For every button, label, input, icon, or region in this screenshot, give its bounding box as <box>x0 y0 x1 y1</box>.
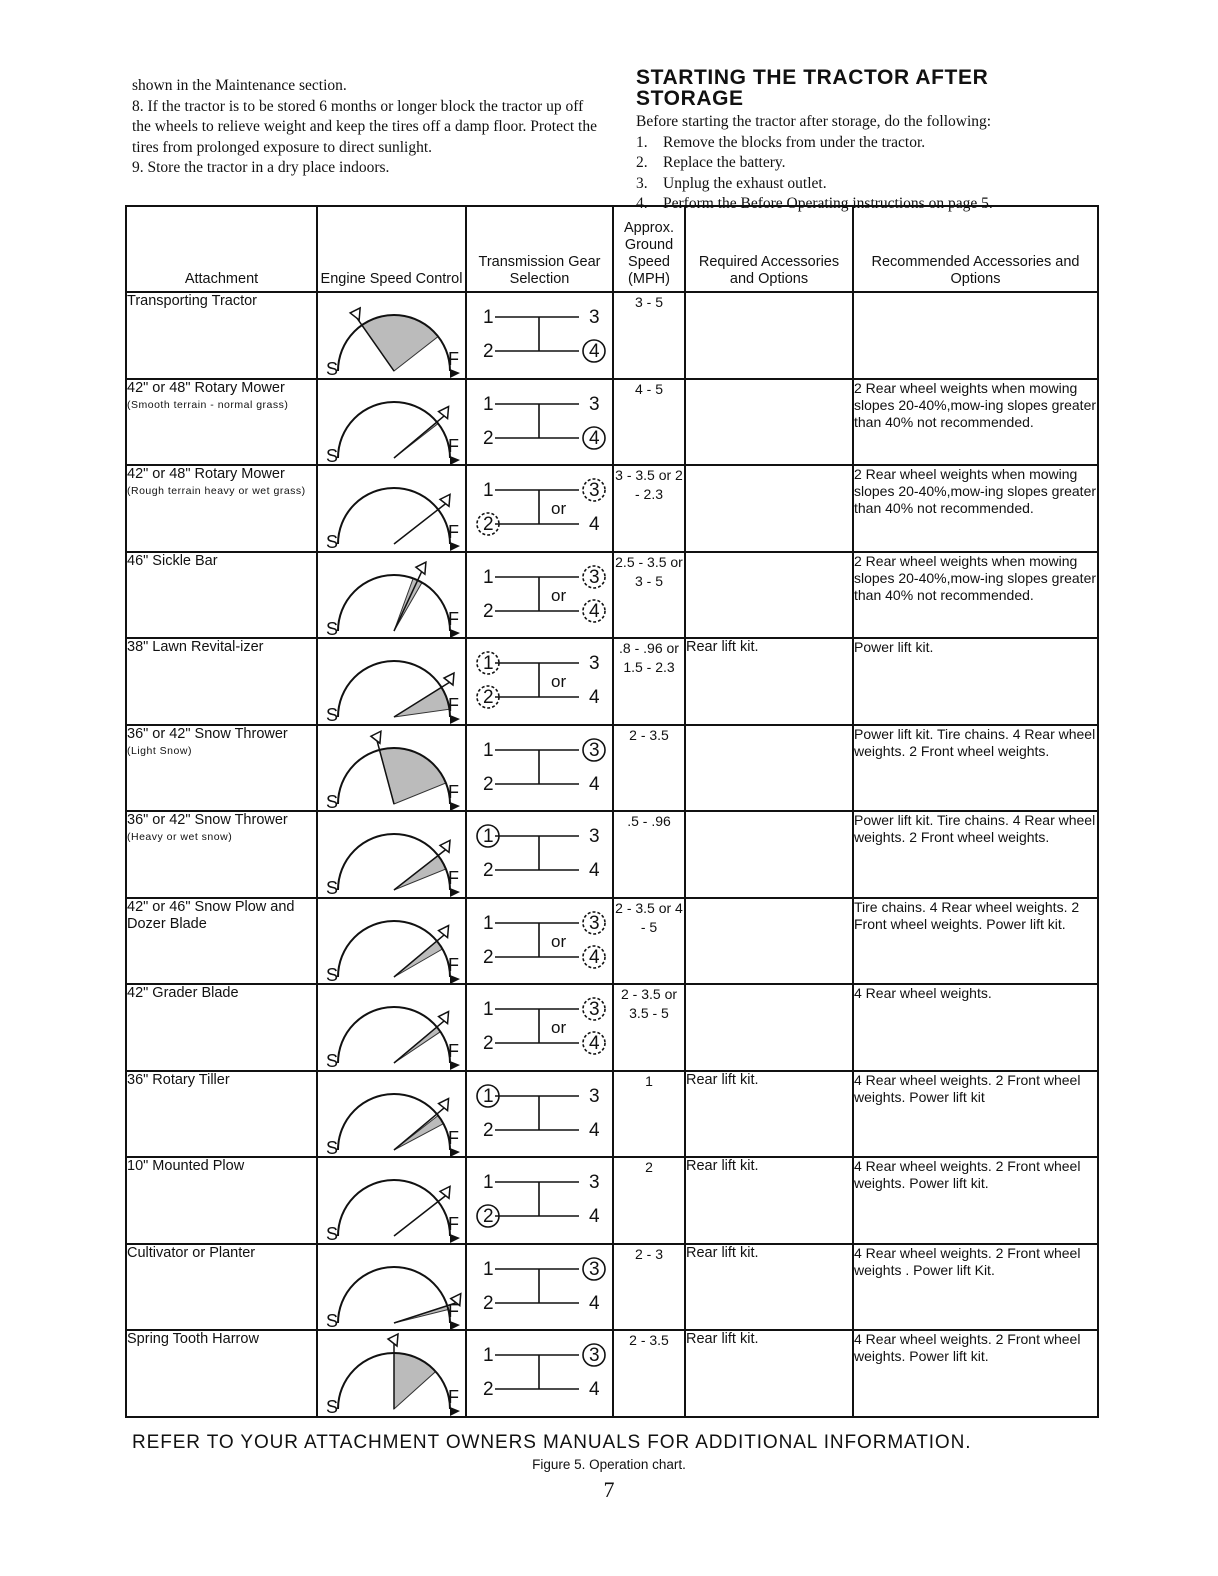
table-row <box>126 811 1098 898</box>
slow-label: S <box>326 791 339 812</box>
or-label: or <box>551 931 567 951</box>
throttle-dial-icon <box>318 1331 466 1417</box>
engine-speed-cell <box>317 465 466 552</box>
steps-list <box>636 133 1096 215</box>
fast-label: F <box>448 1387 459 1407</box>
required-accessories-cell: Rear lift kit. <box>685 1330 853 1417</box>
gear-shift-pattern-icon <box>467 380 613 466</box>
gear-number: 3 <box>589 1172 600 1193</box>
gear-number: 1 <box>483 1085 494 1107</box>
fast-label: F <box>448 1214 459 1234</box>
gear-selection-cell <box>466 984 613 1071</box>
gear-number: 3 <box>589 1085 600 1107</box>
throttle-dial-icon <box>318 899 466 985</box>
gear-number: 4 <box>589 1119 600 1141</box>
table-row <box>126 725 1098 812</box>
recommended-accessories-cell: Power lift kit. Tire chains. 4 Rear wheel weights. 2 Front wheel weights. <box>853 811 1098 898</box>
required-accessories-cell <box>685 379 853 466</box>
required-accessories-cell <box>685 811 853 898</box>
gear-shift-pattern-icon <box>467 899 613 985</box>
required-accessories-cell <box>685 552 853 639</box>
gear-number: 2 <box>483 427 494 449</box>
fast-label: F <box>448 349 459 369</box>
fast-label: F <box>448 1041 459 1061</box>
attachment-name: Transporting Tractor <box>127 293 258 309</box>
required-accessories-cell: Rear lift kit. <box>685 638 853 725</box>
or-label: or <box>551 585 567 605</box>
gear-number: 1 <box>483 1258 494 1280</box>
table-row <box>126 1244 1098 1331</box>
engine-speed-cell <box>317 1071 466 1158</box>
engine-speed-cell <box>317 1330 466 1417</box>
table-row <box>126 552 1098 639</box>
fast-label: F <box>448 522 459 542</box>
table-row <box>126 1330 1098 1417</box>
step-item: 2. Replace the battery. <box>636 154 786 171</box>
slow-label: S <box>326 964 339 985</box>
attachment-cell <box>126 984 317 1071</box>
attachment-name: 36" or 42" Snow Thrower <box>127 725 288 742</box>
throttle-dial-icon <box>318 466 466 552</box>
ground-speed-cell: 2 - 3.5 <box>613 1330 685 1417</box>
header-ground-speed: Approx. Ground Speed (MPH) <box>613 206 685 292</box>
gear-number: 2 <box>483 687 494 708</box>
attachment-cell <box>126 638 317 725</box>
gear-number: 2 <box>483 860 494 881</box>
attachment-name: 10" Mounted Plow <box>127 1158 245 1174</box>
gear-number: 4 <box>589 341 600 362</box>
gear-selection-cell <box>466 292 613 379</box>
ground-speed-cell: 3 - 5 <box>613 292 685 379</box>
fast-label: F <box>448 1300 459 1321</box>
attachment-note: (Heavy or wet snow) <box>127 831 233 843</box>
gear-number: 4 <box>589 514 600 535</box>
required-accessories-cell <box>685 725 853 812</box>
engine-speed-cell <box>317 1157 466 1244</box>
ground-speed-cell: 3 - 3.5 or 2 - 2.3 <box>613 465 685 552</box>
attachment-name: 36" Rotary Tiller <box>127 1071 230 1088</box>
fast-label: F <box>448 1127 459 1148</box>
gear-selection-cell <box>466 811 613 898</box>
step-item: 4. Perform the Before Operating instructions on page 5. <box>636 195 993 212</box>
gear-selection-cell <box>466 379 613 466</box>
gear-number: 2 <box>483 773 494 795</box>
fast-label: F <box>448 954 459 975</box>
gear-shift-pattern-icon <box>467 553 613 639</box>
recommended-accessories-cell: 2 Rear wheel weights when mowing slopes 20-40%,mow-ing slopes greater than 40% not recommended. <box>853 552 1098 639</box>
section-intro: Before starting the tractor after storage, do the following: <box>636 113 992 130</box>
header-row <box>126 206 1098 292</box>
table-row <box>126 379 1098 466</box>
gear-number: 1 <box>483 653 494 674</box>
gear-number: 1 <box>483 566 494 588</box>
gear-shift-pattern-icon <box>467 293 613 379</box>
gear-number: 4 <box>589 1033 600 1054</box>
table-row <box>126 292 1098 379</box>
gear-number: 2 <box>483 1033 494 1054</box>
gear-number: 3 <box>589 307 600 328</box>
gear-number: 2 <box>483 514 494 535</box>
gear-number: 2 <box>483 1119 494 1141</box>
ground-speed-cell: 2 - 3 <box>613 1244 685 1331</box>
header-transmission: Transmission Gear Selection <box>466 206 613 292</box>
gear-shift-pattern-icon <box>467 1245 613 1331</box>
fast-label: F <box>448 608 459 629</box>
attachment-cell <box>126 1157 317 1244</box>
recommended-accessories-cell: 2 Rear wheel weights when mowing slopes 20-40%,mow-ing slopes greater than 40% not recommended. <box>853 379 1098 466</box>
gear-shift-pattern-icon <box>467 1072 613 1158</box>
gear-selection-cell <box>466 725 613 812</box>
gear-number: 1 <box>483 826 494 847</box>
fast-label: F <box>448 435 459 456</box>
storage-item-9: 9. Store the tractor in a dry place indoors. <box>132 159 390 176</box>
required-accessories-cell: Rear lift kit. <box>685 1157 853 1244</box>
storage-line-continued: shown in the Maintenance section. <box>132 77 347 94</box>
attachment-cell <box>126 292 317 379</box>
gear-number: 4 <box>589 860 600 881</box>
gear-shift-pattern-icon <box>467 639 613 725</box>
required-accessories-cell <box>685 292 853 379</box>
fast-label: F <box>448 781 459 802</box>
header-required: Required Accessories and Options <box>685 206 853 292</box>
gear-number: 2 <box>483 1292 494 1314</box>
gear-shift-pattern-icon <box>467 726 613 812</box>
slow-label: S <box>326 705 339 725</box>
required-accessories-cell <box>685 465 853 552</box>
attachment-name: 38" Lawn Revital-izer <box>127 639 264 655</box>
attachment-name: 36" or 42" Snow Thrower <box>127 812 288 828</box>
gear-number: 3 <box>589 1345 600 1366</box>
figure-caption: Figure 5. Operation chart. <box>532 1457 686 1472</box>
engine-speed-cell <box>317 638 466 725</box>
slow-label: S <box>326 878 339 898</box>
recommended-accessories-cell: 4 Rear wheel weights. 2 Front wheel weights. Power lift kit. <box>853 1157 1098 1244</box>
fast-label: F <box>448 868 459 888</box>
attachment-cell <box>126 1071 317 1158</box>
gear-number: 1 <box>483 307 494 328</box>
gear-number: 1 <box>483 999 494 1020</box>
gear-selection-cell <box>466 638 613 725</box>
gear-selection-cell <box>466 1244 613 1331</box>
attachment-name: Spring Tooth Harrow <box>127 1331 259 1347</box>
throttle-dial-icon <box>318 726 466 812</box>
gear-number: 3 <box>589 566 600 588</box>
gear-selection-cell <box>466 898 613 985</box>
gear-number: 1 <box>483 1172 494 1193</box>
attachment-note: (Light Snow) <box>127 744 192 757</box>
attachment-note: (Rough terrain heavy or wet grass) <box>127 485 306 497</box>
slow-label: S <box>326 532 339 552</box>
gear-number: 1 <box>483 739 494 761</box>
recommended-accessories-cell <box>853 292 1098 379</box>
gear-number: 3 <box>589 1258 600 1280</box>
attachment-name: 42" or 48" Rotary Mower <box>127 466 285 482</box>
table-row <box>126 1157 1098 1244</box>
engine-speed-cell <box>317 811 466 898</box>
section-heading: STARTING THE TRACTOR AFTER STORAGE <box>636 66 989 110</box>
ground-speed-cell: 2 <box>613 1157 685 1244</box>
gear-number: 4 <box>589 1206 600 1227</box>
throttle-dial-icon <box>318 639 466 725</box>
gear-number: 3 <box>589 653 600 674</box>
starting-after-storage <box>636 68 1096 215</box>
gear-number: 3 <box>589 912 600 934</box>
attachment-name: 42" or 48" Rotary Mower <box>127 379 285 396</box>
slow-label: S <box>326 1051 339 1071</box>
ground-speed-cell: 2.5 - 3.5 or 3 - 5 <box>613 552 685 639</box>
gear-number: 3 <box>589 393 600 415</box>
engine-speed-cell <box>317 292 466 379</box>
gear-selection-cell <box>466 465 613 552</box>
ground-speed-cell: 2 - 3.5 or 3.5 - 5 <box>613 984 685 1071</box>
slow-label: S <box>326 1310 339 1331</box>
header-recommended: Recommended Accessories and Options <box>853 206 1098 292</box>
gear-selection-cell <box>466 1157 613 1244</box>
recommended-accessories-cell: 4 Rear wheel weights. 2 Front wheel weights . Power lift Kit. <box>853 1244 1098 1331</box>
gear-number: 1 <box>483 912 494 934</box>
recommended-accessories-cell: 2 Rear wheel weights when mowing slopes 20-40%,mow-ing slopes greater than 40% not recommended. <box>853 465 1098 552</box>
gear-number: 1 <box>483 1345 494 1366</box>
ground-speed-cell: 4 - 5 <box>613 379 685 466</box>
gear-shift-pattern-icon <box>467 1158 613 1244</box>
engine-speed-cell <box>317 984 466 1071</box>
required-accessories-cell: Rear lift kit. <box>685 1244 853 1331</box>
attachment-cell <box>126 379 317 466</box>
gear-selection-cell <box>466 1330 613 1417</box>
gear-shift-pattern-icon <box>467 812 613 898</box>
gear-number: 4 <box>589 773 600 795</box>
fast-label: F <box>448 695 459 715</box>
header-engine-speed: Engine Speed Control <box>317 206 466 292</box>
recommended-accessories-cell: 4 Rear wheel weights. 2 Front wheel weights. Power lift kit <box>853 1071 1098 1158</box>
engine-speed-cell <box>317 898 466 985</box>
step-item: 1. Remove the blocks from under the tractor. <box>636 133 926 151</box>
gear-number: 3 <box>589 480 600 501</box>
storage-item-8: 8. If the tractor is to be stored 6 months or longer block the tractor up off the wheels to relieve weight and keep the tires off a damp floor. Protect the tires from prolonged exposure to direct sunlight. <box>132 97 597 156</box>
throttle-dial-icon <box>318 1158 466 1244</box>
attachment-name: 42" or 46" Snow Plow and Dozer Blade <box>127 898 295 932</box>
throttle-dial-icon <box>318 985 466 1071</box>
storage-instructions <box>132 76 602 179</box>
ground-speed-cell: 2 - 3.5 or 4 - 5 <box>613 898 685 985</box>
attachment-cell <box>126 725 317 812</box>
gear-selection-cell <box>466 552 613 639</box>
gear-number: 2 <box>483 600 494 622</box>
ground-speed-cell: .5 - .96 <box>613 811 685 898</box>
slow-label: S <box>326 1137 339 1158</box>
attachment-cell <box>126 465 317 552</box>
slow-label: S <box>326 618 339 639</box>
or-label: or <box>551 1018 567 1037</box>
engine-speed-cell <box>317 725 466 812</box>
gear-number: 2 <box>483 1206 494 1227</box>
attachment-cell <box>126 1330 317 1417</box>
table-row <box>126 1071 1098 1158</box>
attachment-name: 46" Sickle Bar <box>127 552 218 569</box>
slow-label: S <box>326 1224 339 1244</box>
attachment-name: 42" Grader Blade <box>127 985 239 1001</box>
throttle-dial-icon <box>318 380 466 466</box>
required-accessories-cell <box>685 898 853 985</box>
gear-number: 3 <box>589 999 600 1020</box>
attachment-cell <box>126 898 317 985</box>
gear-number: 4 <box>589 1379 600 1400</box>
throttle-dial-icon <box>318 1072 466 1158</box>
ground-speed-cell: 2 - 3.5 <box>613 725 685 812</box>
required-accessories-cell <box>685 984 853 1071</box>
required-accessories-cell: Rear lift kit. <box>685 1071 853 1158</box>
gear-number: 1 <box>483 480 494 501</box>
gear-selection-cell <box>466 1071 613 1158</box>
ground-speed-cell: .8 - .96 or 1.5 - 2.3 <box>613 638 685 725</box>
step-item: 3. Unplug the exhaust outlet. <box>636 174 827 192</box>
ground-speed-cell: 1 <box>613 1071 685 1158</box>
attachment-name: Cultivator or Planter <box>127 1244 256 1261</box>
throttle-dial-icon <box>318 812 466 898</box>
gear-number: 1 <box>483 393 494 415</box>
recommended-accessories-cell: Power lift kit. <box>853 638 1098 725</box>
table-row <box>126 638 1098 725</box>
engine-speed-cell <box>317 1244 466 1331</box>
throttle-dial-icon <box>318 553 466 639</box>
operation-chart <box>125 205 1099 1418</box>
slow-label: S <box>326 445 339 466</box>
attachment-cell <box>126 552 317 639</box>
gear-number: 4 <box>589 1292 600 1314</box>
table-row <box>126 898 1098 985</box>
slow-label: S <box>326 1397 339 1417</box>
footer-note: REFER TO YOUR ATTACHMENT OWNERS MANUALS FOR ADDITIONAL INFORMATION. <box>132 1432 972 1453</box>
or-label: or <box>551 499 567 518</box>
recommended-accessories-cell: 4 Rear wheel weights. <box>853 984 1098 1071</box>
throttle-dial-icon <box>318 1245 466 1331</box>
gear-number: 4 <box>589 687 600 708</box>
throttle-dial-icon <box>318 293 466 379</box>
slow-label: S <box>326 359 339 379</box>
table-row <box>126 984 1098 1071</box>
gear-number: 3 <box>589 739 600 761</box>
gear-number: 4 <box>589 427 600 449</box>
recommended-accessories-cell: Tire chains. 4 Rear wheel weights. 2 Front wheel weights. Power lift kit. <box>853 898 1098 985</box>
gear-shift-pattern-icon <box>467 1331 613 1417</box>
gear-number: 2 <box>483 946 494 968</box>
recommended-accessories-cell: 4 Rear wheel weights. 2 Front wheel weights. Power lift kit. <box>853 1330 1098 1417</box>
gear-shift-pattern-icon <box>467 466 613 552</box>
page-number: 7 <box>603 1477 615 1502</box>
attachment-note: (Smooth terrain - normal grass) <box>127 398 289 411</box>
engine-speed-cell <box>317 552 466 639</box>
recommended-accessories-cell: Power lift kit. Tire chains. 4 Rear wheel weights. 2 Front wheel weights. <box>853 725 1098 812</box>
attachment-cell <box>126 811 317 898</box>
gear-number: 3 <box>589 826 600 847</box>
header-attachment: Attachment <box>126 206 317 292</box>
gear-number: 2 <box>483 341 494 362</box>
engine-speed-cell <box>317 379 466 466</box>
gear-number: 4 <box>589 600 600 622</box>
gear-shift-pattern-icon <box>467 985 613 1071</box>
attachment-cell <box>126 1244 317 1331</box>
table-row <box>126 465 1098 552</box>
gear-number: 4 <box>589 946 600 968</box>
or-label: or <box>551 672 567 691</box>
gear-number: 2 <box>483 1379 494 1400</box>
